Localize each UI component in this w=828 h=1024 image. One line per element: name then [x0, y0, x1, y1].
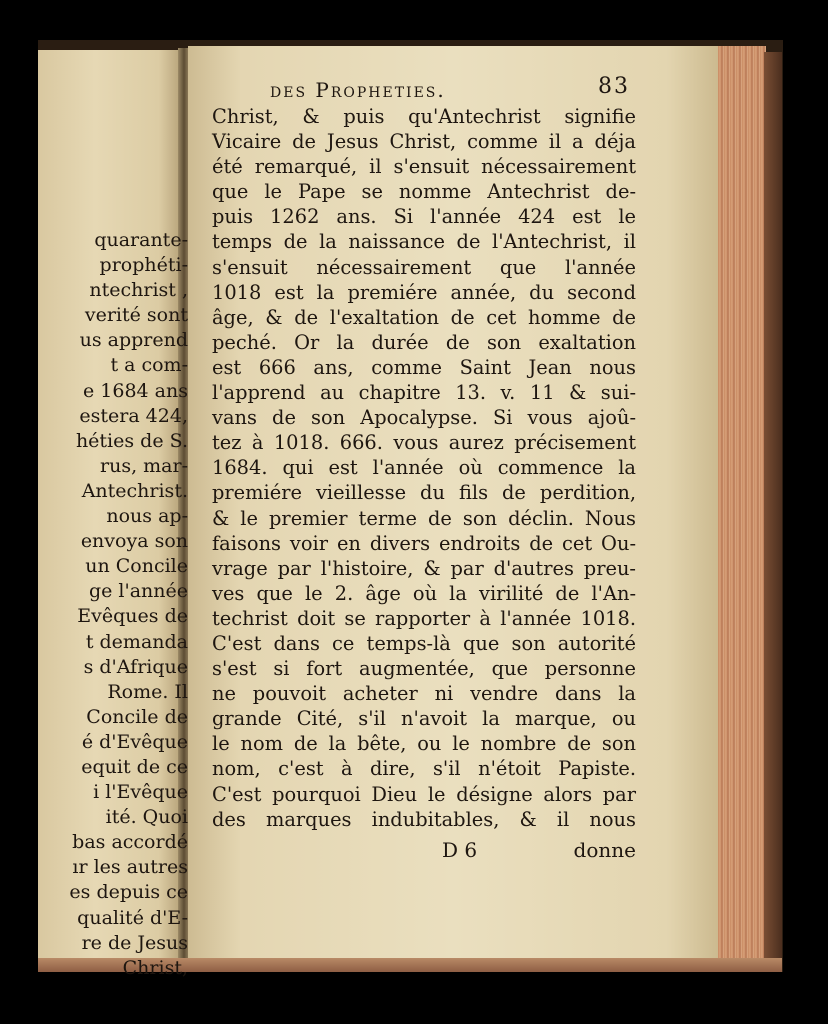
- left-page-text: [38, 228, 188, 981]
- text-line: peché. Or la durée de son exaltation: [212, 330, 636, 354]
- left-page-line: t demanda: [85, 630, 188, 653]
- left-page-line: e 1684 ans: [83, 379, 188, 402]
- text-line: le nom de la bête, ou le nombre de son: [212, 732, 636, 756]
- left-page-line: bas accordé: [72, 831, 188, 854]
- running-header: [270, 74, 630, 102]
- left-page-line: héties de S.: [75, 429, 188, 452]
- left-page-line: us apprend: [79, 329, 188, 352]
- header-title: des Propheties.: [270, 78, 446, 102]
- left-page-line: ır les autres: [72, 856, 188, 879]
- text-line: âge, & de l'exaltation de cet homme de: [212, 305, 636, 329]
- left-page-line: i l'Evêque: [93, 781, 188, 804]
- text-line: grande Cité, s'il n'avoit la marque, ou: [212, 707, 636, 731]
- left-page-line: Christ,: [122, 956, 188, 979]
- left-page-line: un Concile: [85, 555, 188, 578]
- left-page-line: s d'Afrique: [83, 655, 188, 678]
- text-line: C'est dans ce temps-là que son autorité: [212, 631, 636, 655]
- left-page-text-area: [38, 110, 188, 979]
- left-page-line: ge l'année: [88, 580, 188, 603]
- left-page-line: Antechrist.: [81, 479, 188, 502]
- text-line: vrage par l'histoire, & par d'autres preu-: [212, 556, 636, 580]
- text-line: techrist doit se rapporter à l'année 1018.: [212, 606, 636, 630]
- text-line: ves que le 2. âge où la virilité de l'An-: [212, 581, 636, 605]
- text-line: puis 1262 ans. Si l'année 424 est le: [212, 205, 636, 229]
- text-line: tez à 1018. 666. vous aurez précisement: [212, 431, 636, 455]
- left-page-line: t a com-: [110, 354, 188, 377]
- signature-mark: D 6: [442, 838, 478, 862]
- left-page-line: verité sont: [84, 304, 188, 327]
- left-page-line: ntechrist ,: [89, 279, 188, 302]
- text-line: & le premier terme de son déclin. Nous: [212, 506, 636, 530]
- text-line: premiére vieillesse du fils de perdition,: [212, 481, 636, 505]
- text-line: été remarqué, il s'ensuit nécessairement: [212, 155, 636, 179]
- page-number: 83: [598, 74, 630, 99]
- left-page-line: estera 424,: [79, 404, 188, 427]
- text-line: faisons voir en divers endroits de cet Ou-: [212, 531, 636, 555]
- text-line: Vicaire de Jesus Christ, comme il a déja: [212, 130, 636, 154]
- cover-edge: [764, 52, 782, 968]
- left-page-line: Evêques de: [77, 605, 188, 628]
- text-line: temps de la naissance de l'Antechrist, il: [212, 230, 636, 254]
- text-line: 1684. qui est l'année où commence la: [212, 456, 636, 480]
- text-line: 1018 est la premiére année, du second: [212, 280, 636, 304]
- left-page-line: prophéti-: [99, 254, 188, 277]
- text-line: ne pouvoit acheter ni vendre dans la: [212, 682, 636, 706]
- text-line: nom, c'est à dire, s'il n'étoit Papiste.: [212, 757, 636, 781]
- left-page-line: Rome. Il: [107, 680, 188, 703]
- text-line: Christ, & puis qu'Antechrist signifie: [212, 105, 636, 128]
- left-page-line: re de Jesus: [81, 931, 188, 954]
- left-page-line: es depuis ce: [69, 881, 188, 904]
- text-line: des marques indubitables, & il nous: [212, 807, 636, 831]
- left-page-line: quarante-: [94, 229, 188, 251]
- right-page-text: [212, 104, 636, 832]
- page-footer: [212, 838, 636, 864]
- left-page-line: equit de ce: [81, 755, 188, 778]
- left-page-line: qualité d'E-: [77, 906, 188, 929]
- left-page-line: rus, mar-: [100, 454, 188, 477]
- left-page-line: nous ap-: [106, 505, 188, 528]
- left-page-line: é d'Evêque: [81, 730, 188, 753]
- page-edges: [718, 46, 766, 970]
- left-page-line: ité. Quoi: [105, 806, 188, 829]
- left-page-line: envoya son: [80, 530, 188, 553]
- text-line: s'ensuit nécessairement que l'année: [212, 255, 636, 279]
- text-line: vans de son Apocalypse. Si vous ajoû-: [212, 406, 636, 430]
- catchword: donne: [573, 838, 636, 862]
- text-line: est 666 ans, comme Saint Jean nous: [212, 355, 636, 379]
- text-line: C'est pourquoi Dieu le désigne alors par: [212, 782, 636, 806]
- text-line: l'apprend au chapitre 13. v. 11 & sui-: [212, 381, 636, 405]
- text-line: s'est si fort augmentée, que personne: [212, 657, 636, 681]
- left-page-line: Concile de: [86, 705, 188, 728]
- text-line: que le Pape se nomme Antechrist de-: [212, 180, 636, 204]
